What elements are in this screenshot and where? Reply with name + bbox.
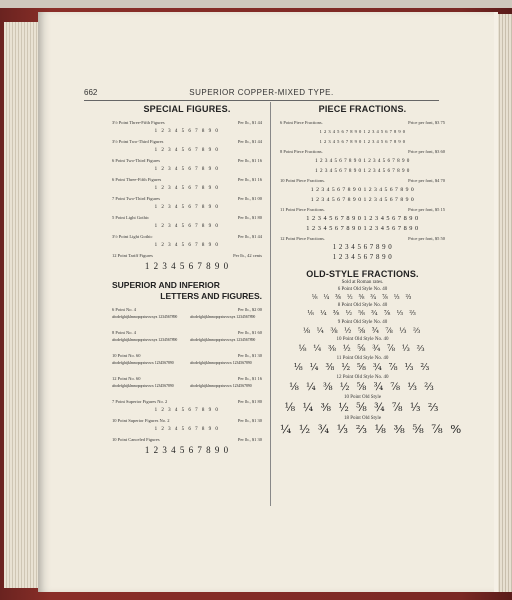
figure-sample: 1 2 3 4 5 6 7 8 9 0 [154,186,220,191]
right-column [280,104,464,436]
specimen-row [112,435,262,444]
letter-sample-pair [112,360,262,374]
old-style-sample: ⅛ ¼ ⅜ ½ ⅝ ¾ ⅞ ⅓ ⅔ [302,325,423,335]
fraction-sample: 1 2 3 4 5 6 7 8 9 0 1 2 3 4 5 6 7 8 9 0 [315,158,410,164]
specimen-row [112,351,262,360]
old-style-fractions-list [280,286,464,436]
superior-sample: abcdefghijklmnopqrstuvwxyz 1234567890 [190,315,256,319]
specimen-price: Per lb., $1 16 [237,158,262,163]
specimen-label: 7 Point Two-Third Figures [112,196,160,201]
superior-sample: abcdefghijklmnopqrstuvwx 1234567890 [190,384,252,388]
figure-sample: 1 2 3 4 5 6 7 8 9 0 [154,148,220,153]
figure-sample: 1 2 3 4 5 6 7 8 9 0 [154,243,220,248]
superior-sample: abcdefghijklmnopqrstuvwxyz 1234567890 [190,338,256,342]
specimen-label: 12 Point Tariff Figures [112,253,153,258]
specimen-price: Per lb., $1 00 [237,196,262,201]
specimen-price: Price per font, $3 60 [408,149,445,154]
specimen-row [280,234,445,243]
piece-fractions-list [280,118,445,263]
specimen-price: Per lb., $1 60 [237,330,262,335]
specimen-price: Per lb., $1 80 [237,215,262,220]
figure-sample: 1 2 3 4 5 6 7 8 9 0 [144,445,230,455]
specimen-price: Per lb., $1 16 [237,177,262,182]
figure-sample: 1 2 3 4 5 6 7 8 9 0 [154,408,220,413]
old-style-label: 8 Point Old Style No. 40 [337,303,388,308]
fraction-denominators: 1 2 3 4 5 6 7 8 9 0 1 2 3 4 5 6 7 8 9 0 [319,139,406,144]
old-style-label: 18 Point Old Style [343,415,382,421]
specimen-price: Price per font, $3 75 [408,120,445,125]
superior-inferior-list [112,305,262,397]
specimen-label: 5 Point Light Gothic [112,215,150,220]
figure-sample: 1 2 3 4 5 6 7 8 9 0 [154,224,220,229]
specimen-label: 12 Point No. 60 [112,376,141,381]
old-style-note: Sold at Roman rates. [341,280,384,285]
specimen-row [280,147,445,156]
specimen-label: 10 Point Superior Figures No. 2 [112,418,170,423]
old-style-sample: ⅛ ¼ ⅜ ½ ⅝ ¾ ⅞ ⅓ ⅔ [307,309,418,317]
running-title: SUPERIOR COPPER-MIXED TYPE. [189,88,334,97]
specimen-row [112,374,262,383]
column-divider [270,102,271,506]
specimen-row [112,232,262,241]
old-style-label: 11 Point Old Style No. 40 [336,355,389,361]
inferior-sample: abcdefghijklmnopqrstuvwxyz 1234567890 [112,338,178,342]
old-style-sample: ⅛ ¼ ⅜ ½ ⅝ ¾ ⅞ ⅓ ⅔ [289,382,436,393]
inferior-sample: abcdefghijklmnopqrstuvwxyz 1234567890 [112,315,178,319]
old-style-label: 12 Point Old Style No. 40 [336,375,389,380]
specimen-row [112,213,262,222]
figure-sample: 1 2 3 4 5 6 7 8 9 0 [154,167,220,172]
figure-sample: 1 2 3 4 5 6 7 8 9 0 [154,427,220,432]
old-style-sample: ¼ ½ ¾ ⅓ ⅔ ⅛ ⅜ ⅝ ⅞ % [280,421,464,436]
superior-figures-list [112,397,262,457]
specimen-price: Per lb., $1 44 [237,120,262,125]
specimen-label: 3½ Point Light Gothic [112,234,153,239]
specimen-label: 6 Point Two-Third Figures [112,158,160,163]
fraction-sample: 1 2 3 4 5 6 7 8 9 0 1 2 3 4 5 6 7 8 9 0 [319,129,406,134]
letter-sample-pair [112,383,262,397]
specimen-label: 8 Point No. 4 [112,330,137,335]
specimen-row [280,205,445,214]
specimen-row [112,156,262,165]
specimen-price: Price per font, $5 15 [408,207,445,212]
running-header [84,86,439,101]
inferior-sample: abcdefghijklmnopqrstuvwx 1234567890 [112,361,174,365]
specimen-label: 12 Point Piece Fractions. [280,236,325,241]
page-edge-highlight [494,12,498,592]
specimen-price: Per lb., $1 30 [237,437,262,442]
page-number: 662 [84,88,98,97]
old-style-label: 9 Point Old Style No. 40 [337,319,388,325]
fraction-sample: 1 2 3 4 5 6 7 8 9 0 1 2 3 4 5 6 7 8 9 0 [306,215,419,222]
old-style-fractions-title: OLD-STYLE FRACTIONS. [306,269,419,279]
specimen-row [280,176,445,185]
specimen-price: Price per font, $5 50 [408,236,445,241]
specimen-label: 11 Point Piece Fractions. [280,207,325,212]
specimen-price: Per lb., $1 16 [237,376,262,381]
specimen-row [112,137,262,146]
specimen-price: Per lb., $1 80 [237,399,262,404]
specimen-label: 8 Point Piece Fractions. [280,149,323,154]
old-style-sample: ⅛ ¼ ⅜ ½ ⅝ ¾ ⅞ ⅓ ⅔ [298,343,427,354]
left-column [112,104,262,457]
specimen-label: 6 Point Piece Fractions. [280,120,323,125]
specimen-price: Per lb., 42 cents [233,253,262,258]
specimen-row [280,118,445,127]
fraction-denominators: 1 2 3 4 5 6 7 8 9 0 1 2 3 4 5 6 7 8 9 0 [315,168,410,174]
fraction-denominators: 1 2 3 4 5 6 7 8 9 0 1 2 3 4 5 6 7 8 9 0 [310,197,415,203]
letter-sample-pair [112,314,262,328]
inferior-sample: abcdefghijklmnopqrstuvwx 1234567890 [112,384,174,388]
fraction-denominators: 1 2 3 4 5 6 7 8 9 0 1 2 3 4 5 6 7 8 9 0 [306,225,419,232]
fraction-sample: 1 2 3 4 5 6 7 8 9 0 [332,244,393,251]
specimen-price: Per lb., $1 30 [237,353,262,358]
specimen-row [112,416,262,425]
superior-inferior-title: SUPERIOR AND INFERIOR [112,280,220,290]
specimen-price: Per lb., $1 30 [237,418,262,423]
specimen-label: 6 Point No. 4 [112,307,137,312]
specimen-price: Per lb., $1 44 [237,234,262,239]
old-style-sample: ⅛ ¼ ⅜ ½ ⅝ ¾ ⅞ ⅓ ⅔ [284,401,441,414]
fraction-denominators: 1 2 3 4 5 6 7 8 9 0 [332,254,393,261]
old-style-label: 10 Point Old Style [343,395,382,400]
superior-sample: abcdefghijklmnopqrstuvwx 1234567890 [190,361,252,365]
fraction-sample: 1 2 3 4 5 6 7 8 9 0 1 2 3 4 5 6 7 8 9 0 [310,187,415,193]
specimen-label: 10 Point No. 60 [112,353,141,358]
special-figures-list [112,118,262,273]
specimen-row [112,251,262,260]
specimen-row [112,305,262,314]
piece-fractions-title: PIECE FRACTIONS. [318,104,407,114]
special-figures-title: SPECIAL FIGURES. [143,104,231,114]
specimen-label: 10 Point Piece Fractions. [280,178,325,183]
figure-sample: 1 2 3 4 5 6 7 8 9 0 [154,129,220,134]
old-style-sample: ⅛ ¼ ⅜ ½ ⅝ ¾ ⅞ ⅓ ⅔ [311,294,414,301]
specimen-label: 3½ Point Three-Fifth Figures [112,120,165,125]
specimen-price: Per lb., $1 44 [237,139,262,144]
specimen-price: Per lb., $2 00 [237,307,262,312]
specimen-row [112,397,262,406]
specimen-row [112,175,262,184]
figure-sample: 1 2 3 4 5 6 7 8 9 0 [144,261,230,271]
specimen-label: 3½ Point Two-Third Figures [112,139,164,144]
old-style-label: 10 Point Old Style No. 40 [336,337,389,343]
specimen-price: Price per font, $4 70 [408,178,445,183]
figure-sample: 1 2 3 4 5 6 7 8 9 0 [154,205,220,210]
specimen-label: 6 Point Three-Fifth Figures [112,177,162,182]
old-style-sample: ⅛ ¼ ⅜ ½ ⅝ ¾ ⅞ ⅓ ⅔ [293,361,432,373]
specimen-label: 10 Point Canceled Figures [112,437,160,442]
old-style-label: 6 Point Old Style No. 40 [337,287,388,292]
superior-inferior-subtitle: LETTERS AND FIGURES. [160,291,262,301]
specimen-row [112,194,262,203]
specimen-label: 7 Point Superior Figures No. 2 [112,399,168,404]
specimen-row [112,118,262,127]
letter-sample-pair [112,337,262,351]
specimen-row [112,328,262,337]
